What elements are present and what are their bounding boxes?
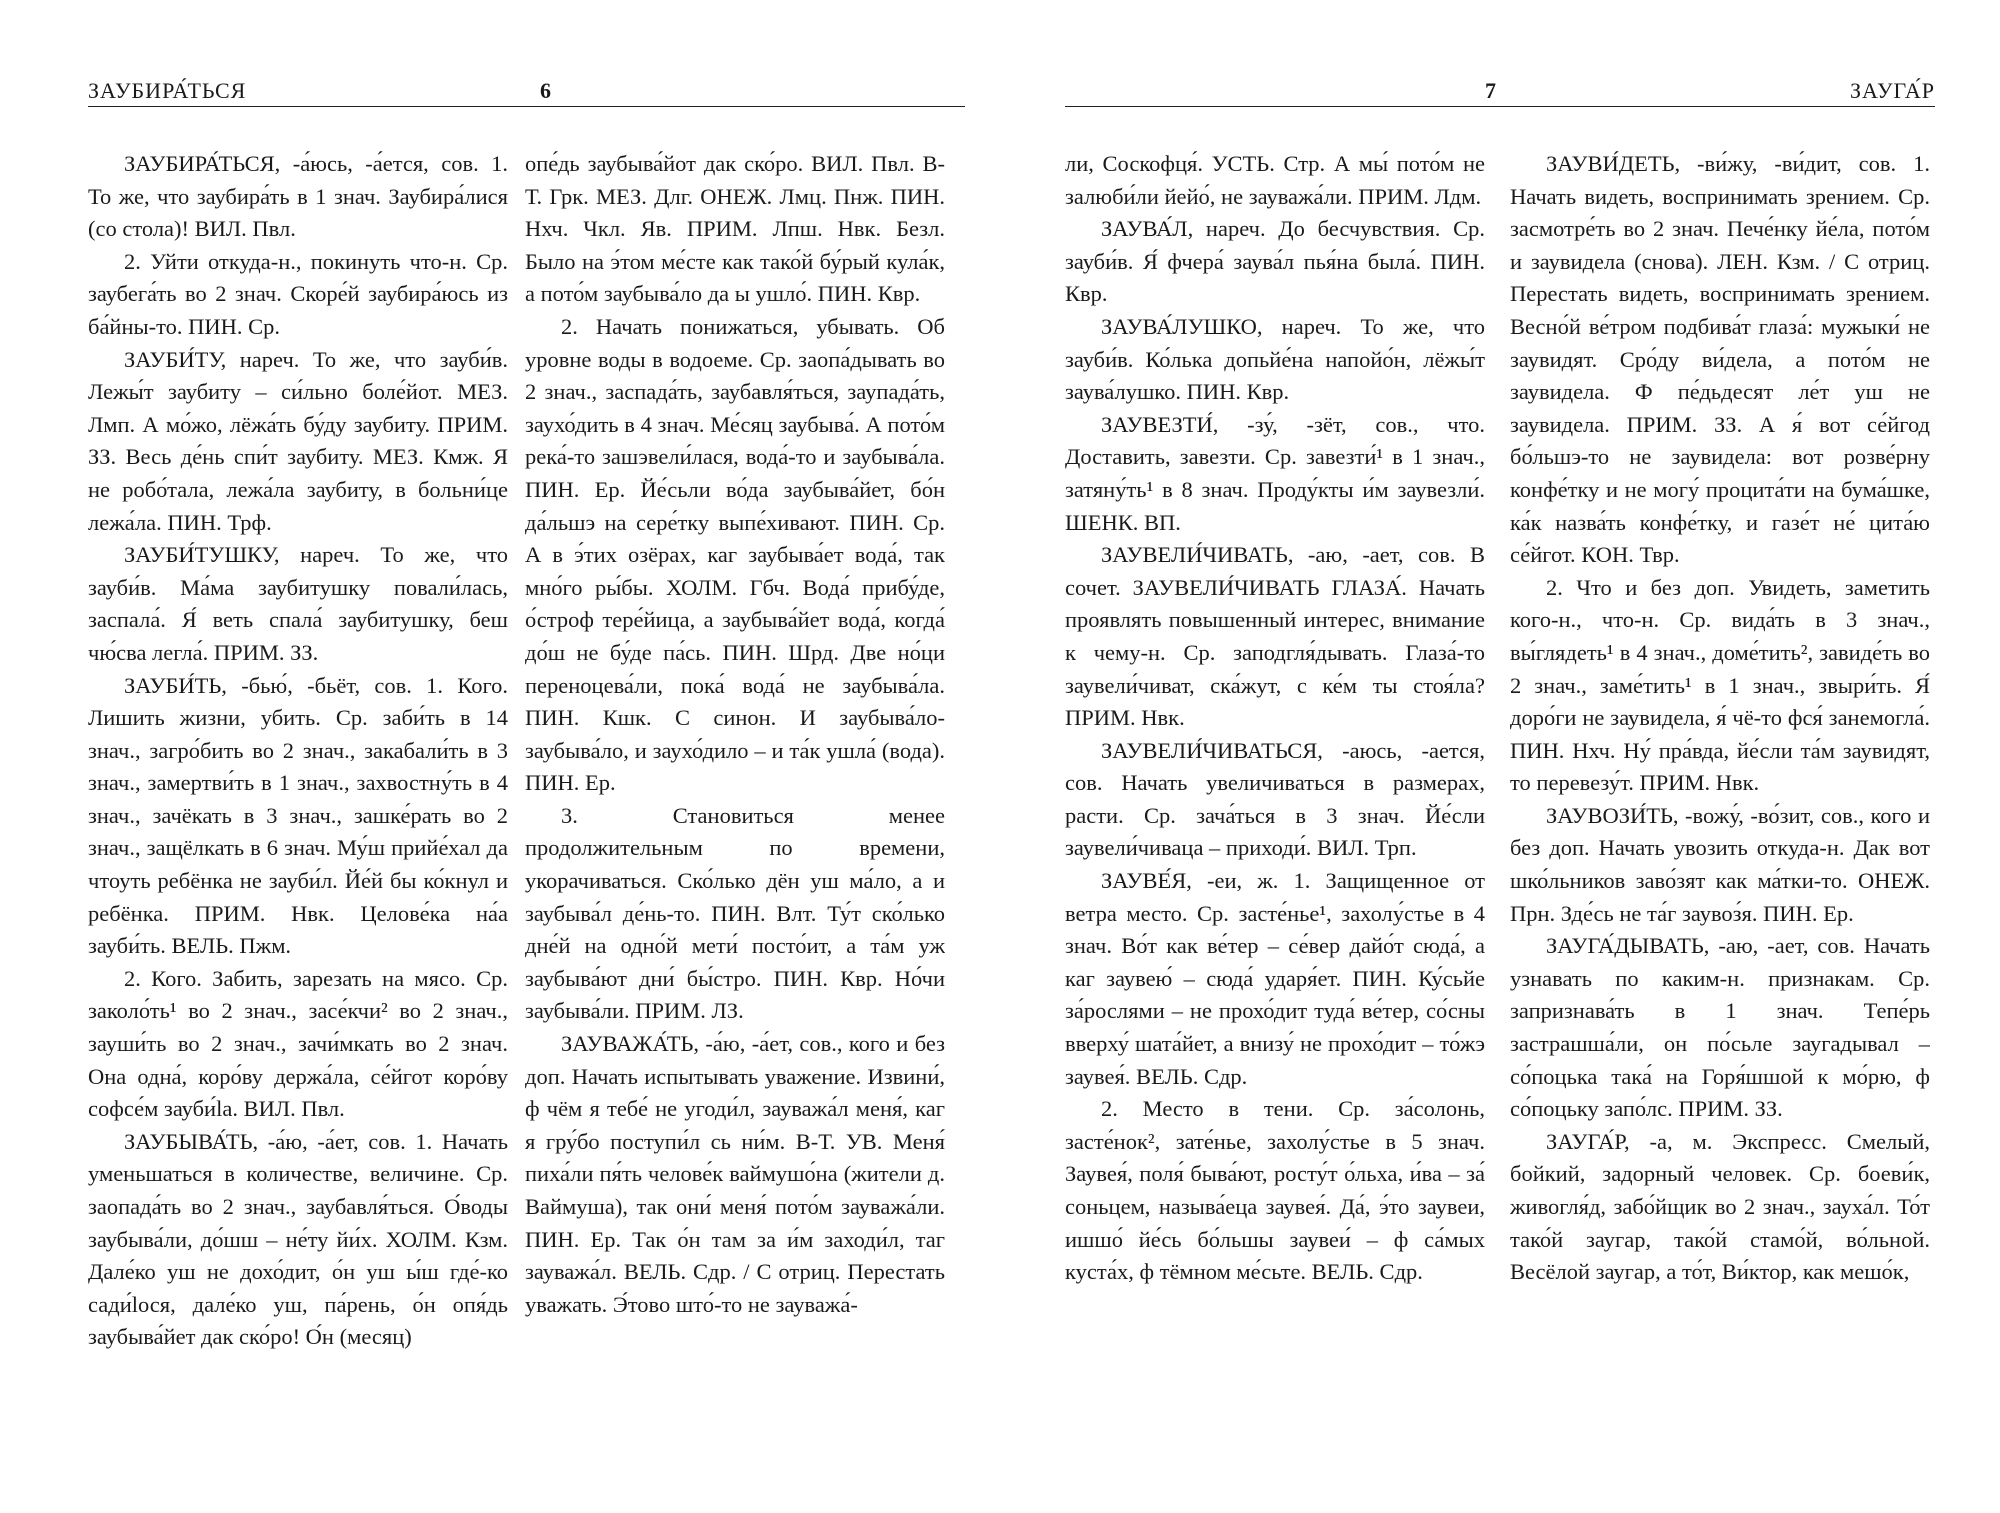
paragraph: ЗАУБИ́ТУШКУ, нареч. То же, что зауби́в. Ма́ма заубитушку повали́лась, заспала́. Я́ веть спала́ заубитушку, беш чю́сва легла́. ПРИМ. ЗЗ. xyxy=(88,542,508,665)
paragraph: ЗАУГА́Р, -а, м. Экспресс. Смелый, бойкий, задорный человек. Ср. боеви́к, живогля́д, забо́йщик во 2 знач., зауха́л. То́т тако́й заугар, тако́й стамо́й, во́льной. Весёлой заугар, а то́т, Ви́ктор, как мешо́к, xyxy=(1510,1128,1930,1285)
right-page xyxy=(1000,0,2000,1513)
paragraph: ЗАУВЕ́Я, -еи, ж. 1. Защищенное от ветра место. Ср. засте́нье¹, захолу́стье в 4 знач. Во́т как ве́тер – се́вер дайо́т сюда́, а каг заувею́ – сюда́ ударя́ет. ПИН. Ку́сьйе за́рослями – не прохо́дит туда́ ве́тер, со́сны вверху́ шата́йет, а внизу́ не прохо́дит – то́жэ заувея́. ВЕЛЬ. Сдр. xyxy=(1065,868,1485,1089)
paragraph: ЗАУВОЗИ́ТЬ, -вожу́, -во́зит, сов., кого и без доп. Начать увозить откуда-н. Дак вот шко́льников заво́зят как ма́тки-то. ОНЕЖ. Прн. Зде́сь не та́г заувоз́я. ПИН. Ер. xyxy=(1510,802,1930,926)
header-rule xyxy=(88,106,965,107)
paragraph: 2. Кого. Забить, зарезать на мясо. Ср. заколо́ть¹ во 2 знач., засе́кчи² во 2 знач., зауши́ть во 2 знач., зачи́мкать во 2 знач. Она одна́, коро́ву держа́ла, се́йгот коро́ву софсе́м зауби́lа. ВИЛ. Пвл. xyxy=(88,965,508,1122)
paragraph: ЗАУВЕЗТИ́, -зу́, -зёт, сов., что. Доставить, завезти. Ср. завезти́¹ в 1 знач., затяну́ть¹ в 8 знач. Проду́кты и́м заувезли́. ШЕНК. ВП. xyxy=(1065,411,1485,535)
running-head-word: ЗАУБИРА́ТЬСЯ xyxy=(88,78,247,103)
paragraph: ЗАУВЕЛИ́ЧИВАТЬСЯ, -аюсь, -ается, сов. Начать увеличиваться в размерах, расти. Ср. зача́ться в 3 знач. Йе́сли заувели́чиваца – приходи́. ВИЛ. Трп. xyxy=(1065,737,1485,861)
paragraph: опе́дь заубыва́йот дак ско́ро. ВИЛ. Пвл. В-Т. Грк. МЕЗ. Длг. ОНЕЖ. Лмц. Пнж. ПИН. Нхч. Чкл. Яв. ПРИМ. Лпш. Нвк. Безл. Было на э́том ме́сте как тако́й бу́рый кула́к, а пото́м заубыва́ло да ы ушло́. ПИН. Квр. xyxy=(525,151,945,307)
paragraph: ЗАУВЕЛИ́ЧИВАТЬ, -аю, -ает, сов. В сочет. ЗАУВЕЛИ́ЧИВАТЬ ГЛАЗА́. Начать проявлять повышенный интерес, внимание к чему-н. Ср. заподгля́дывать. Глаза́-то заувели́чиват, ска́жут, с ке́м ты стоя́ла? ПРИМ. Нвк. xyxy=(1065,542,1485,731)
paragraph: ЗАУВА́ЛУШКО, нареч. То же, что зауби́в. Ко́лька допьйе́на напойо́н, лёжы́т заува́лушко. ПИН. Квр. xyxy=(1065,313,1485,405)
paragraph: 2. Уйти откуда-н., покинуть что-н. Ср. заубега́ть во 2 знач. Скоре́й заубира́юсь из ба́йны-то. ПИН. Ср. xyxy=(88,248,508,339)
paragraph: 3. Становиться менее продолжительным по времени, укорачиваться. Ско́лько дён уш ма́ло, а и заубыва́л де́нь-то. ПИН. Влт. Ту́т ско́лько дне́й на одно́й мети́ посто́ит, а та́м уж заубыва́ют дни́ бы́стро. ПИН. Квр. Но́чи заубыва́ли. ПРИМ. ЛЗ. xyxy=(525,802,945,1024)
paragraph: ЗАУБЫВА́ТЬ, -а́ю, -а́ет, сов. 1. Начать уменьшаться в количестве, величине. Ср. заопада́ть во 2 знач., заубавля́ться. О́воды заубыва́ли, до́шш – не́ту йи́х. ХОЛМ. Кзм. Дале́ко уш не дохо́дит, о́н уш ы́ш где́-ко сади́lося, дале́ко уш, па́рень, о́н опя́дь заубыва́йет дак ско́ро! О́н (месяц) xyxy=(88,1128,508,1350)
running-head xyxy=(1065,78,1935,118)
paragraph: ЗАУБИ́ТУ, нареч. То же, что зауби́в. Лежы́т заубиту – си́льно боле́йот. МЕЗ. Лмп. А мо́жо, лёжа́ть бу́ду заубиту. ПРИМ. ЗЗ. Весь де́нь спи́т заубиту. МЕЗ. Кмж. Я не робо́тала, лежа́ла заубиту, в больни́це лежа́ла. ПИН. Трф. xyxy=(88,346,508,535)
paragraph: 2. Место в тени. Ср. за́солонь, засте́нок², зате́нье, захолу́стье в 5 знач. Заувея́, поля́ быва́ют, росту́т о́льха, и́ва – за́ соньцем, называ́еца заувея́. Да́, э́то заувеи, ишшо́ йе́сь бо́льшы заувеи́ – ф са́мых куста́х, ф тёмном ме́сьте. ВЕЛЬ. Сдр. xyxy=(1065,1096,1485,1285)
page-number: 7 xyxy=(1485,78,1497,103)
paragraph: ЗАУБИ́ТЬ, -бью́, -бьёт, сов. 1. Кого. Лишить жизни, убить. Ср. заби́ть в 14 знач., загро́бить во 2 знач., закабали́ть в 3 знач., замертви́ть в 1 знач., захвостну́ть в 4 знач., зачёкать в 3 знач., зашке́рать во 2 знач., защёлкать в 6 знач. Му́ш прийе́хал да чтоуть ребёнка не зауби́л. Йе́й бы ко́кнул и ребёнка. ПРИМ. Нвк. Целове́ка на́а зауби́ть. ВЕЛЬ. Пжм. xyxy=(88,672,508,959)
text-column-1 xyxy=(88,148,508,1488)
paragraph: ли, Соскофця́. УСТЬ. Стр. А мы́ пото́м не залюби́ли йейо́, не зауважа́ли. ПРИМ. Лдм. xyxy=(1065,151,1485,209)
header-rule xyxy=(1065,106,1935,107)
running-head xyxy=(88,78,965,118)
paragraph: ЗАУВА́Л, нареч. До бесчувствия. Ср. зауби́в. Я́ фчера́ заува́л пья́на была́. ПИН. Квр. xyxy=(1065,216,1485,307)
paragraph: 2. Что и без доп. Увидеть, заметить кого-н., что-н. Ср. вида́ть в 3 знач., вы́глядеть¹ в 4 знач., доме́тить², завиде́ть во 2 знач., заме́тить¹ в 1 знач., звыри́ть. Я́ доро́ги не заувидела, я́ чё-то фся́ занемогла́. ПИН. Нхч. Ну́ пра́вда, йе́сли та́м заувидят, то перевезу́т. ПРИМ. Нвк. xyxy=(1510,574,1930,796)
running-head-word: ЗАУГА́Р xyxy=(1850,78,1935,103)
page-number: 6 xyxy=(540,78,552,103)
paragraph: ЗАУГА́ДЫВАТЬ, -аю, -ает, сов. Начать узнавать по каким-н. признакам. Ср. запризнава́ть в 1 знач. Тепе́рь застрашша́ли, он по́сьле заугадывал – со́поцька така́ на Горя́шшой к мо́рю, ф со́поцьку запо́лс. ПРИМ. ЗЗ. xyxy=(1510,933,1930,1122)
text-column-2 xyxy=(525,148,945,1488)
paragraph: ЗАУБИРА́ТЬСЯ, -а́юсь, -а́ется, сов. 1. То же, что заубира́ть в 1 знач. Заубира́лися (со стола)! ВИЛ. Пвл. xyxy=(88,151,508,242)
paragraph: ЗАУВИ́ДЕТЬ, -ви́жу, -ви́дит, сов. 1. Начать видеть, воспринимать зрением. Ср. засмотре́ть во 2 знач. Пече́нку йе́ла, пото́м и заувидела (снова). ЛЕН. Кзм. / С отриц. Перестать видеть, воспринимать зрением. Весно́й ве́тром подбива́т глаза́: мужыки́ не заувидят. Сро́ду ви́дела, а пото́м не заувидела. Ф пе́дьдесят ле́т уш не заувидела. ПРИМ. ЗЗ. А я́ вот се́йгод бо́льшэ-то не заувидела: вот розве́рну конфе́тку и не могу́ процита́ти на бума́шке, ка́к назва́ть конфе́тку, и газе́т не́ цита́ю се́йгот. КОН. Твр. xyxy=(1510,151,1930,568)
paragraph: ЗАУВАЖА́ТЬ, -а́ю, -а́ет, сов., кого и без доп. Начать испытывать уважение. Извини́, ф чём я тебе́ не угоди́л, зауважа́л меня́, каг я гру́бо поступи́л сь ни́м. В-Т. УВ. Меня́ пиха́ли пя́ть челове́к ваймушо́на (жители д. Ваймуша), так они́ меня́ пото́м зауважа́ли. ПИН. Ер. Так о́н там за и́м заходи́л, таг зауважа́л. ВЕЛЬ. Сдр. / С отриц. Перестать уважать. Э́тово што́-то не зауважа́- xyxy=(525,1031,945,1317)
paragraph: 2. Начать понижаться, убывать. Об уровне воды в водоеме. Ср. заопа́дывать во 2 знач., заспада́ть, заубавля́ться, заупада́ть, заухо́дить в 4 знач. Ме́сяц заубыва́. А пото́м река́-то зашэвели́лася, вода́-то и заубыва́ла. ПИН. Ер. Йе́сьли во́да заубыва́йет, бо́н да́льшэ на сере́тку выпе́хивают. ПИН. Ср. А в э́тих озёрах, каг заубыва́ет вода́, так мно́го ры́бы. ХОЛМ. Гбч. Вода́ прибу́де, о́строф тере́йица, а заубыва́йет вода́, когда́ до́ш не бу́де па́сь. ПИН. Шрд. Две но́ци переноцева́ли, пока́ вода́ не заубыва́ла. ПИН. Кшк. С синон. И заубыва́ло-заубыва́ло, и заухо́дило – и та́к ушла́ (вода). ПИН. Ер. xyxy=(525,313,945,796)
text-column-4 xyxy=(1510,148,1930,1488)
text-column-3 xyxy=(1065,148,1485,1488)
